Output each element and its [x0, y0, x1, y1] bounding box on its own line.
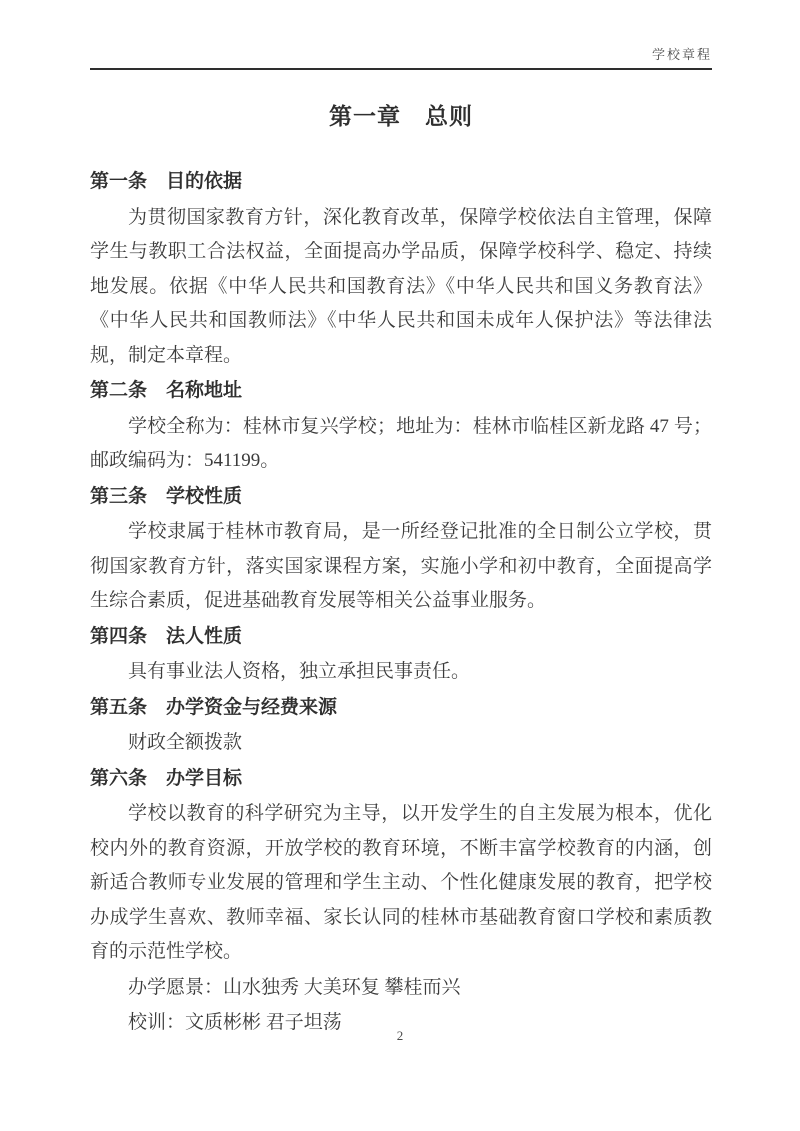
article-2 [90, 374, 712, 479]
article-heading: 第六条 办学目标 [90, 767, 243, 789]
article-paragraph: 学校以教育的科学研究为主导，以开发学生的自主发展为根本，优化校内外的教育资源，开放学校的教育环境，不断丰富学校教育的内涵，创新适合教师专业发展的管理和学生主动、个性化健康发展的教育，把学校办成学生喜欢、教师幸福、家长认同的桂林市基础教育窗口学校和素质教育的示范性学校。 [90, 803, 712, 962]
article-paragraph: 具有事业法人资格，独立承担民事责任。 [128, 661, 471, 682]
article-heading: 第一条 目的依据 [90, 171, 243, 192]
article-paragraph: 财政全额拨款 [128, 732, 243, 753]
vision-line: 办学愿景：山水独秀 大美环复 攀桂而兴 [128, 976, 461, 998]
article-heading: 第二条 名称地址 [90, 380, 243, 401]
page-number: 2 [396, 1028, 404, 1043]
article-5 [90, 691, 712, 761]
articles [90, 165, 712, 1041]
article-heading: 第五条 办学资金与经费来源 [90, 696, 338, 718]
article-paragraph: 学校隶属于桂林市教育局，是一所经登记批准的全日制公立学校，贯彻国家教育方针，落实国家课程方案，实施小学和初中教育，全面提高学生综合素质，促进基础教育发展等相关公益事业服务。 [90, 521, 712, 611]
article-heading: 第三条 学校性质 [90, 485, 243, 507]
running-header: 学校章程 [90, 44, 712, 70]
article-4 [90, 620, 712, 690]
article-1 [90, 165, 712, 373]
article-paragraph: 学校全称为：桂林市复兴学校；地址为：桂林市临桂区新龙路 47 号；邮政编码为：541199。 [90, 415, 712, 471]
article-paragraph: 为贯彻国家教育方针，深化教育改革，保障学校依法自主管理，保障学生与教职工合法权益，全面提高办学品质，保障学校科学、稳定、持续地发展。依据《中华人民共和国教育法》《中华人民共和国义务教育法》《中华人民共和国教师法》《中华人民共和国未成年人保护法》等法律法规，制定本章程。 [90, 206, 712, 366]
article-6 [90, 762, 712, 1041]
article-heading: 第四条 法人性质 [90, 625, 243, 647]
article-3 [90, 480, 712, 619]
chapter-title: 第一章 总则 [329, 104, 473, 129]
page-content [90, 44, 712, 1042]
motto-line: 校训：文质彬彬 君子坦荡 [128, 1012, 342, 1033]
